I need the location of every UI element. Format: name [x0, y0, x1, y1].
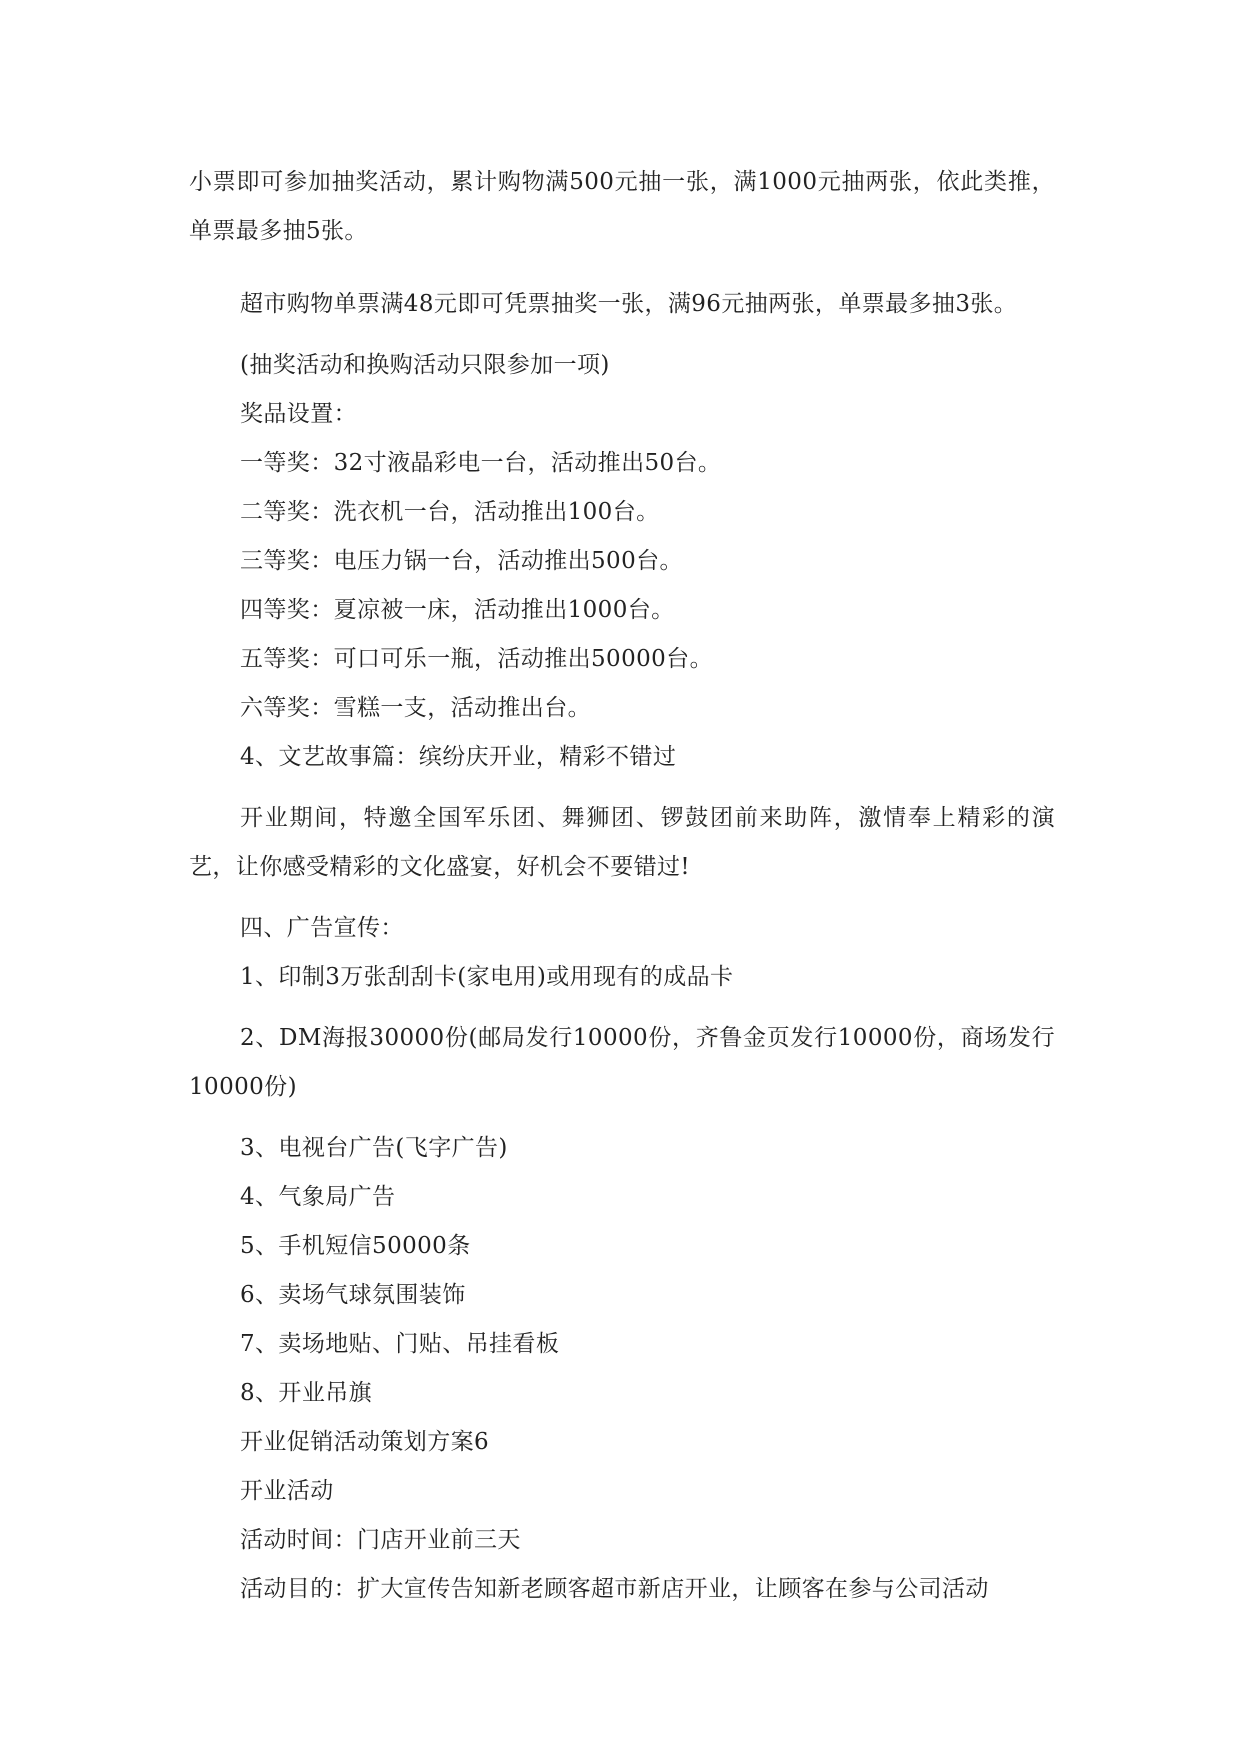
paragraph-lottery-note: (抽奖活动和换购活动只限参加一项) — [240, 352, 610, 378]
paragraph-ad-item-2: 2、DM海报30000份(邮局发行10000份，齐鲁金页发行10000份，商场发行10000份) — [189, 1025, 1055, 1100]
paragraph-ad-item-3: 3、电视台广告(飞字广告) — [240, 1135, 508, 1161]
paragraph-activity-purpose: 活动目的：扩大宣传告知新老顾客超市新店开业，让顾客在参与公司活动 — [240, 1576, 989, 1602]
paragraph-ad-item-4: 4、气象局广告 — [240, 1184, 396, 1210]
paragraph-supermarket-lottery: 超市购物单票满48元即可凭票抽奖一张，满96元抽两张，单票最多抽3张。 — [240, 291, 1018, 317]
document-body — [189, 158, 1055, 1626]
paragraph-ad-item-6: 6、卖场气球氛围装饰 — [240, 1282, 466, 1308]
paragraph-ad-item-1: 1、印制3万张刮刮卡(家电用)或用现有的成品卡 — [240, 964, 734, 990]
paragraph-sixth-prize: 六等奖：雪糕一支，活动推出台。 — [240, 695, 591, 721]
paragraph-second-prize: 二等奖：洗衣机一台，活动推出100台。 — [240, 499, 660, 525]
paragraph-first-prize: 一等奖：32寸液晶彩电一台，活动推出50台。 — [240, 450, 722, 476]
paragraph-arts-heading: 4、文艺故事篇：缤纷庆开业，精彩不错过 — [240, 744, 677, 770]
paragraph-prize-heading: 奖品设置： — [240, 401, 357, 427]
paragraph-plan-6-title: 开业促销活动策划方案6 — [240, 1429, 490, 1455]
paragraph-ad-item-7: 7、卖场地贴、门贴、吊挂看板 — [240, 1331, 560, 1357]
paragraph-opening-activity: 开业活动 — [240, 1478, 334, 1504]
paragraph-lottery-rules: 小票即可参加抽奖活动，累计购物满500元抽一张，满1000元抽两张，依此类推，单票最多抽5张。 — [189, 169, 1055, 244]
paragraph-ad-item-5: 5、手机短信50000条 — [240, 1233, 471, 1259]
paragraph-arts-description: 开业期间，特邀全国军乐团、舞狮团、锣鼓团前来助阵，激情奉上精彩的演艺，让你感受精彩的文化盛宴，好机会不要错过! — [189, 805, 1055, 880]
paragraph-activity-time: 活动时间：门店开业前三天 — [240, 1527, 521, 1553]
paragraph-fourth-prize: 四等奖：夏凉被一床，活动推出1000台。 — [240, 597, 675, 623]
paragraph-third-prize: 三等奖：电压力锅一台，活动推出500台。 — [240, 548, 683, 574]
paragraph-ad-item-8: 8、开业吊旗 — [240, 1380, 373, 1406]
paragraph-fifth-prize: 五等奖：可口可乐一瓶，活动推出50000台。 — [240, 646, 713, 672]
paragraph-advertising-heading: 四、广告宣传： — [240, 915, 404, 941]
